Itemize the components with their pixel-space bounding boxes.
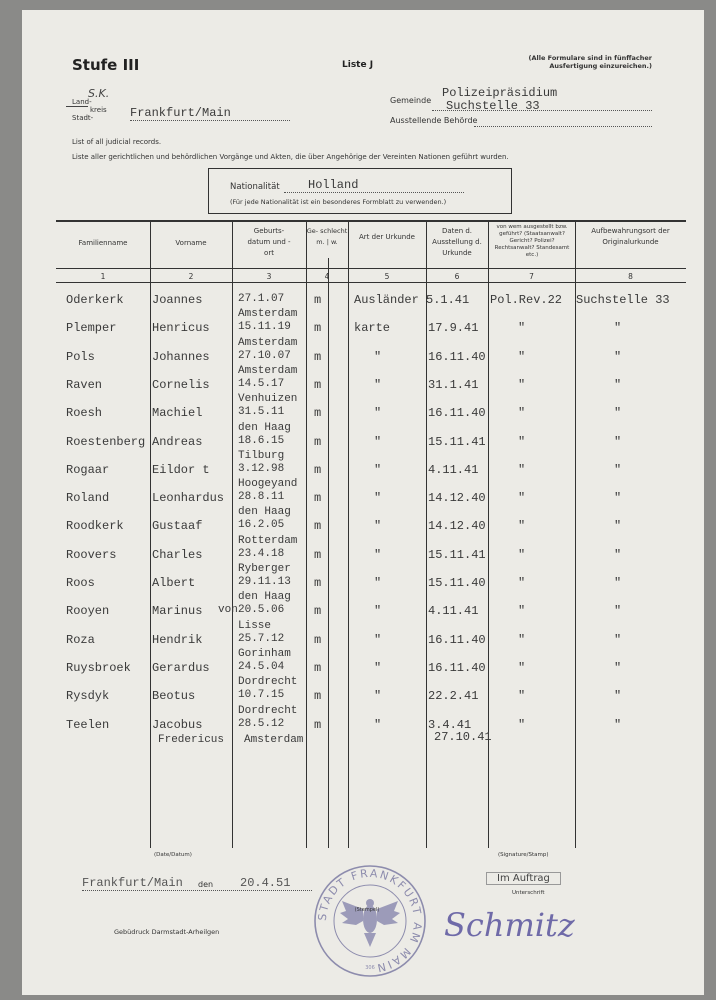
behoerde-label: Ausstellende Behörde [390,116,478,125]
cell-vorname: Johannes [152,349,210,364]
cell-ort: " [614,689,622,704]
cell-sex: m [314,660,322,675]
date-value: 20.4.51 [240,876,291,890]
cell-ort: " [614,660,622,675]
kreis-value: Frankfurt/Main [130,106,231,120]
nationality-value: Holland [308,178,359,192]
cell-art: " [374,377,382,392]
cell-geb: Ryberger [238,563,291,575]
cell-vorname: Jacobus [152,717,203,732]
cell-art: " [374,547,382,562]
cell-art: " [374,576,382,590]
cell-sex: m [314,377,322,392]
stadt-label: Stadt- [72,114,94,122]
cell-geburtsdatum: 15.11.19 [238,321,291,334]
cell-geb: Dordrecht [238,704,298,717]
col-header-art: Art der Urkunde [359,233,415,241]
col-line-7 [575,220,576,848]
date-caption: (Date/Datum) [154,852,192,858]
cell-sex: m [314,349,322,364]
cell-vorname: Joannes [152,293,203,307]
cell-name: Roovers [66,547,117,562]
cell-geb: Hoogeyand [238,478,298,491]
cell-sex: m [314,632,322,647]
cell-datum: 22.2.41 [428,689,479,704]
signature-text: Schmitz [444,906,575,944]
cell-sex: m [314,321,322,336]
cell-art: " [374,434,382,449]
col-num-4: 4 [324,272,330,281]
cell-geb: Tilburg [238,449,285,462]
list-english: List of all judicial records. [72,138,162,146]
col-line-4 [348,220,349,848]
cell-von: " [518,321,526,336]
col-num-5: 5 [384,272,390,281]
cell-vorname: Albert [152,576,196,590]
cell-name: Roos [66,576,95,590]
cell-datum: 31.1.41 [428,377,479,392]
cell-datum: 16.11.40 [428,406,486,421]
cell-datum: 17.9.41 [428,321,479,336]
col-header-familienname: Familienname [78,239,128,247]
cell-vorname: Gustaaf [152,519,203,534]
cell-geburtsdatum: 28.5.12 [238,717,285,730]
col-line-5 [426,220,427,848]
list-german: Liste aller gerichtlichen und behördlichen Vorgänge und Akten, die über Angehörige der Vereinten Nationen geführt wurden. [72,153,509,161]
cell-sex: m [314,547,322,562]
gemeinde-label: Gemeinde [390,96,432,105]
cell-datum: 14.12.40 [428,491,486,506]
cell-von: " [518,689,526,704]
cell-datum: 5.1.41 [426,293,470,307]
cell-name: Roestenberg [66,434,146,449]
cell-sex: m [314,519,322,534]
cell-art: " [374,717,382,732]
cell-von: " [518,462,526,477]
cell-ort: " [614,576,622,590]
cell-geburtsdatum: 28.8.11 [238,491,285,504]
cell-vorname: Beotus [152,689,196,704]
cell-art: Ausländer [354,293,419,307]
cell-sex: m [314,689,322,704]
cell-datum: 3.4.41 [428,717,472,732]
cell-sex: m [314,406,322,421]
cell-geburtsdatum: 16.2.05 [238,519,285,532]
cell-name: Ruysbroek [66,660,131,675]
kreis-annotation: S.K. [88,87,110,100]
place-value: Frankfurt/Main [82,876,183,890]
cell-vorname: Cornelis [152,377,210,392]
official-stamp [312,863,428,979]
cell-sex: m [314,434,322,449]
col-num-2: 2 [188,272,194,281]
cell-datum: 4.11.41 [428,604,479,619]
cell-von: " [518,377,526,392]
behoerde-dotline [474,126,652,127]
cell-von: " [518,547,526,562]
cell-geburtsdatum: 25.7.12 [238,632,285,645]
cell-ort: " [614,717,622,732]
cell-vorname: Eildor t [152,462,210,477]
cell-geburtsdatum: 24.5.04 [238,660,285,673]
col-header-von-wem: von wem ausgestellt bzw. geführt? (Staatsanwalt? Gericht? Polizei? Rechtsanwalt? Standesamt etc.) [494,224,570,258]
cell-name: Rysdyk [66,689,110,704]
col-header-geschlecht: Ge- schlecht m. | w. [306,227,348,246]
cell-von: " [518,717,526,732]
col-header-daten: Daten d. Ausstellung d. Urkunde [432,227,482,257]
signature-caption: (Signature/Stamp) [498,852,549,858]
cell-ort: " [614,547,622,562]
cell-geburtsdatum: 18.6.15 [238,434,285,447]
printer-note: Gebüdruck Darmstadt-Arheilgen [114,928,220,936]
col-header-vorname: Vorname [175,239,207,247]
cell-geb: Rotterdam [238,534,298,547]
den-label: den [198,880,214,889]
cell-art: " [374,491,382,506]
col-num-3: 3 [266,272,272,281]
cell-sex: m [314,293,322,307]
col-line-1 [150,220,151,848]
cell-datum: 15.11.41 [428,547,486,562]
cell-name: Raven [66,377,103,392]
cell-ort: " [614,321,622,336]
cell-geburtsdatum: 23.4.18 [238,547,285,560]
cell-geburtsdatum: 31.5.11 [238,406,285,419]
stamp-number: 306 [365,965,375,971]
cell-name: Rogaar [66,462,110,477]
cell-art: karte [354,321,391,336]
cell-geburtsdatum: 3.12.98 [238,462,285,475]
cell-name: Oderkerk [66,293,124,307]
col-line-sex [328,258,329,848]
cell-name: Pols [66,349,95,364]
cell-ort: " [614,377,622,392]
stamp-ring-text: STADT FRANKFURT AM MAIN [315,866,425,975]
cell-art: " [374,604,382,619]
cell-ort: " [614,491,622,506]
handwritten-signature [440,900,620,950]
nationality-dotline [284,192,464,193]
cell-vorname: Machiel [152,406,203,421]
cell-sex: m [314,491,322,506]
cell-geburtsdatum: 10.7.15 [238,689,285,702]
cell-ort: " [614,632,622,647]
col-line-2 [232,220,233,848]
cell-name: Roodkerk [66,519,124,534]
stempel-caption: (Stempel) [354,907,380,913]
cell-ort: " [614,519,622,534]
cell-sex: m [314,604,322,619]
date-dotline [82,890,312,891]
kreis-label: kreis [90,106,107,114]
cell-geburtsdatum: 27.10.07 [238,349,291,362]
col-num-7: 7 [529,272,534,281]
stufe-title: Stufe III [72,56,140,74]
cell-geb: Venhuizen [238,393,298,406]
cell-art: " [374,406,382,421]
cell-vorname-suffix: von [218,604,238,617]
nationality-note: (Für jede Nationalität ist ein besonderes Formblatt zu verwenden.) [230,198,447,206]
liste-label: Liste J [342,60,374,70]
cell-geb: Amsterdam [238,364,298,377]
cell-datum: 15.11.40 [428,576,486,590]
cell-name: Roza [66,632,95,647]
cell-datum: 16.11.40 [428,660,486,675]
im-auftrag-stamp: Im Auftrag [486,872,561,885]
cell-geb: den Haag [238,421,291,434]
cell-sex: m [314,462,322,477]
cell-ort: " [614,604,622,619]
cell-vorname: Charles [152,547,203,562]
gemeinde-value-1: Polizeipräsidium [442,86,558,100]
cell-geburtsdatum: 29.11.13 [238,576,291,588]
strike-line [66,106,88,107]
cell-datum: 16.11.40 [428,632,486,647]
cell-ort: " [614,434,622,449]
cell-art: " [374,519,382,534]
cell-ort: " [614,462,622,477]
cell-von: " [518,660,526,675]
cell-art: " [374,689,382,704]
formulare-note: (Alle Formulare sind in fünffacher Ausfertigung einzureichen.) [528,54,652,70]
gemeinde-dotline [432,110,652,111]
cell-art: " [374,462,382,477]
cell-art: " [374,632,382,647]
unterschrift-caption: Unterschrift [512,890,545,896]
col-header-geburt: Geburts- datum und -ort [247,227,291,257]
col-num-8: 8 [628,272,633,281]
cell-von: Pol.Rev.22 [490,293,563,307]
cell-vorname: Henricus [152,321,210,336]
cell-von: " [518,604,526,619]
cell-von: " [518,491,526,506]
cell-sex: m [314,576,322,590]
teelen-datum: 27.10.41 [434,729,492,744]
cell-art: " [374,660,382,675]
cell-name: Teelen [66,717,110,732]
cell-von: " [518,434,526,449]
cell-datum: 4.11.41 [428,462,479,477]
cell-ort: Suchstelle 33 [576,293,670,307]
cell-datum: 14.12.40 [428,519,486,534]
cell-sex: m [314,717,322,732]
col-line-3 [306,220,307,848]
cell-geburtsdatum: 14.5.17 [238,377,285,390]
teelen-vorname-2: Fredericus [158,734,225,746]
nationality-label: Nationalität [230,182,280,192]
cell-name: Roland [66,491,110,506]
cell-ort: " [614,406,622,421]
cell-geb: den Haag [238,591,291,604]
cell-datum: 15.11.41 [428,434,486,449]
cell-geb: den Haag [238,506,291,519]
cell-vorname: Andreas [152,434,203,449]
cell-datum: 16.11.40 [428,349,486,364]
cell-vorname: Gerardus [152,660,210,675]
cell-geburtsdatum: 20.5.06 [238,604,285,617]
cell-geb: Amsterdam [238,308,298,321]
cell-von: " [518,632,526,647]
cell-name: Roesh [66,406,103,421]
cell-vorname: Hendrik [152,632,203,647]
cell-name: Rooyen [66,604,110,619]
col-line-6 [488,220,489,848]
cell-art: " [374,349,382,364]
cell-von: " [518,576,526,590]
cell-vorname: Marinus [152,604,203,619]
cell-geb: Gorinham [238,647,291,660]
cell-vorname: Leonhardus [152,491,225,506]
col-header-aufbewahrungsort: Aufbewahrungsort der Originalurkunde [591,227,670,246]
cell-von: " [518,349,526,364]
col-num-6: 6 [454,272,460,281]
gemeinde-value-2: Suchstelle 33 [446,99,540,113]
cell-von: " [518,519,526,534]
kreis-dotline [130,120,290,121]
cell-ort: " [614,349,622,364]
cell-name: Plemper [66,321,117,336]
cell-geb: Amsterdam [238,336,298,349]
teelen-geburtsort: Amsterdam [244,734,304,746]
cell-geb: 27.1.07 [238,293,285,305]
land-label: Land- [72,98,92,106]
document-sheet [22,10,704,995]
col-num-1: 1 [100,272,106,281]
cell-geb: Lisse [238,619,272,632]
cell-geb: Dordrecht [238,676,298,689]
cell-von: " [518,406,526,421]
